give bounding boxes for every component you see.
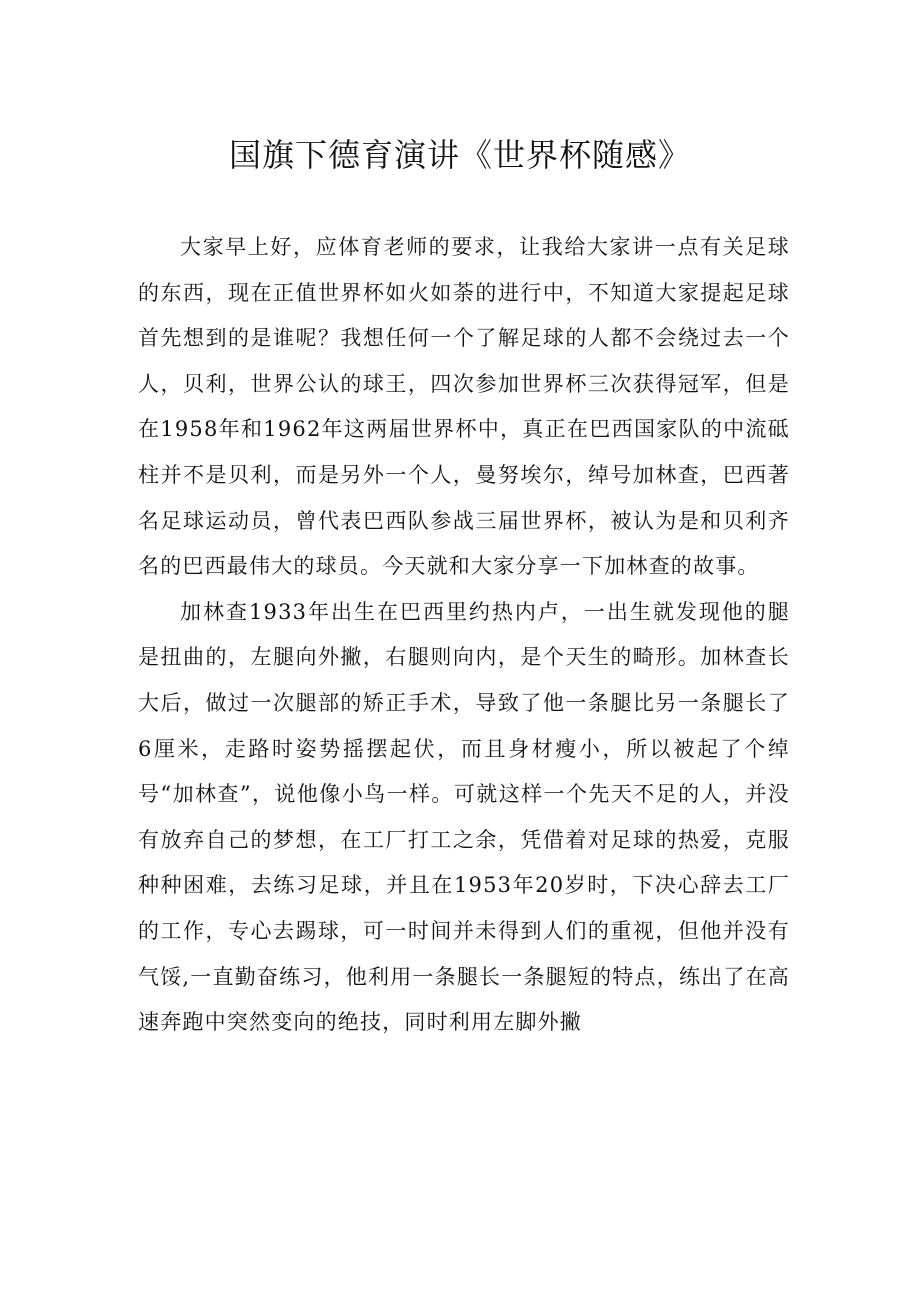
paragraph-2: 加林查1933年出生在巴西里约热内卢，一出生就发现他的腿是扭曲的，左腿向外撇，右腿则向内，是个天生的畸形。加林查长大后，做过一次腿部的矫正手术，导致了他一条腿比另一条腿长了6厘米，走路时姿势摇摆起伏，而且身材瘦小，所以被起了个绰号“加林查”，说他像小鸟一样。可就这样一个先天不足的人，并没有放弃自己的梦想，在工厂打工之余，凭借着对足球的热爱，克服种种困难，去练习足球，并且在1953年20岁时，下决心辞去工厂的工作，专心去踢球，可一时间并未得到人们的重视，但他并没有气馁,一直勤奋练习，他利用一条腿长一条腿短的特点，练出了在高速奔跑中突然变向的绝技，同时利用左脚外撇 [138, 599, 790, 1035]
document-title: 国旗下德育演讲《世界杯随感》 [228, 136, 691, 174]
paragraph-1: 大家早上好，应体育老师的要求，让我给大家讲一点有关足球的东西，现在正值世界杯如火如荼的进行中，不知道大家提起足球首先想到的是谁呢？我想任何一个了解足球的人都不会绕过去一个人，贝利，世界公认的球王，四次参加世界杯三次获得冠军，但是在1958年和1962年这两届世界杯中，真正在巴西国家队的中流砥柱并不是贝利，而是另外一个人，曼努埃尔，绰号加林查，巴西著名足球运动员，曾代表巴西队参战三届世界杯，被认为是和贝利齐名的巴西最伟大的球员。今天就和大家分享一下加林查的故事。 [138, 235, 790, 579]
document-body [138, 225, 790, 1046]
